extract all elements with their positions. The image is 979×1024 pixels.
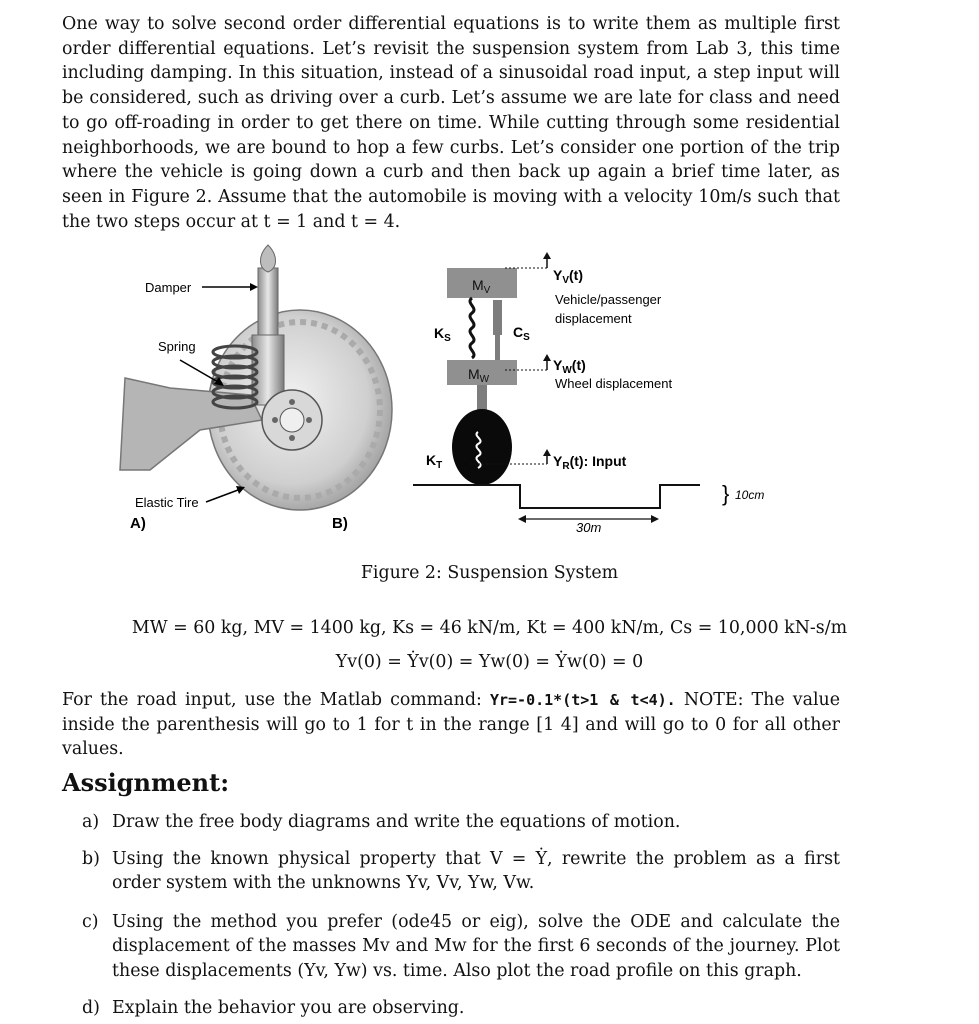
task-c <box>82 910 840 983</box>
road-input-paragraph <box>62 688 840 762</box>
task-text: Using the method you prefer (ode45 or eig), solve the ODE and calculate the displacement of the masses Mv and Mw for the first 6 seconds of the journey. Plot these displacements (Yv, Yw) vs. time. Also plot the road profile on this graph. <box>112 912 840 981</box>
task-text: Explain the behavior you are observing. <box>112 998 465 1018</box>
damper-label: Damper <box>145 280 192 295</box>
parameter-list: MW = 60 kg, MV = 1400 kg, Ks = 46 kN/m, Kt = 400 kN/m, Cs = 10,000 kN-s/m <box>131 618 848 638</box>
road-input-text-after: NOTE: The value inside the parenthesis will go to 1 for t in the range [1 4] and will go to 0 for all other values. <box>62 690 840 759</box>
hub-bolt <box>289 435 295 441</box>
task-a <box>82 810 840 834</box>
task-text: Using the known physical property that V = Ẏ, rewrite the problem as a first order system with the unknowns Yv, Vv, Yw, Vw. <box>112 849 840 894</box>
task-text: Draw the free body diagrams and write the equations of motion. <box>112 812 681 832</box>
curb-height-label: 10cm <box>735 488 765 502</box>
road-profile <box>413 485 700 508</box>
length-label: 30m <box>576 520 602 535</box>
damper-rod <box>258 268 278 338</box>
task-label: c) <box>82 912 99 932</box>
yv-arrow-head <box>543 252 551 259</box>
panel-a-letter: A) <box>130 515 146 532</box>
wheel-mass-label: $M_W$ <box>468 366 490 385</box>
damper-cap-icon <box>261 245 276 272</box>
task-label: b) <box>82 849 100 869</box>
suspension-damper-rod <box>495 335 500 360</box>
length-arrow-left <box>518 515 526 523</box>
hub-center <box>280 408 304 432</box>
panel-b-letter: B) <box>332 515 348 532</box>
vehicle-mass-label: $M_V$ <box>472 277 491 296</box>
suspension-spring-icon <box>470 298 474 358</box>
suspension-illustration <box>120 245 392 532</box>
yw-arrow-head <box>543 354 551 361</box>
coil-spring-icon <box>213 346 257 408</box>
suspension-damper-icon <box>493 300 502 335</box>
assignment-heading: Assignment: <box>62 768 230 797</box>
spring-label: Spring <box>158 339 196 354</box>
yw-description: Wheel displacement <box>555 376 673 391</box>
intro-paragraph: One way to solve second order differential equations is to write them as multiple first order differential equations. Let’s revisit the suspension system from Lab 3, this time including damping. In this situation, instead of a sinusoidal road input, a step input will be considered, such as driving over a curb. Let’s assume we are late for class and need to go off-roading in order to get there on time. While cutting through some residential neighborhoods, we are bound to hop a few curbs. Let’s consider one portion of the trip where the vehicle is going down a curb and then back up again a brief time later, as seen in Figure 2. Assume that the automobile is moving with a velocity 10m/s such that the two steps occur at t = 1 and t = 4. <box>62 14 840 232</box>
curb-brace: } <box>722 481 730 506</box>
task-b <box>82 847 840 896</box>
cs-label: $C_S$ <box>513 324 530 343</box>
initial-conditions: Yv(0) = Ẏv(0) = Yw(0) = Ẏw(0) = 0 <box>335 652 644 672</box>
yr-arrow-head <box>543 449 551 456</box>
ks-label: $K_S$ <box>434 325 451 344</box>
damper-pointer-head <box>250 283 258 291</box>
hub-bolt <box>306 417 312 423</box>
task-label: d) <box>82 998 100 1018</box>
hub-bolt <box>272 417 278 423</box>
kt-label: $K_T$ <box>426 452 443 471</box>
road-input-text-before: For the road input, use the Matlab command: <box>62 690 482 710</box>
matlab-command: Yr=-0.1*(t>1 & t<4). <box>489 691 676 709</box>
task-d <box>82 996 840 1020</box>
wheel-icon <box>452 409 512 485</box>
yv-description-1: Vehicle/passenger <box>555 292 662 307</box>
yv-description-2: displacement <box>555 311 632 326</box>
task-label: a) <box>82 812 100 832</box>
length-arrow-right <box>651 515 659 523</box>
yv-label: $Y_V(t)$ <box>553 267 584 286</box>
suspension-schematic <box>413 252 764 535</box>
tire-label: Elastic Tire <box>135 495 199 510</box>
tire-pointer <box>206 490 238 502</box>
hub-bolt <box>289 399 295 405</box>
yr-label: $Y_R(t)$: Input <box>553 453 627 472</box>
figure-caption: Figure 2: Suspension System <box>360 563 619 583</box>
yw-label: $Y_W(t)$ <box>553 357 586 376</box>
